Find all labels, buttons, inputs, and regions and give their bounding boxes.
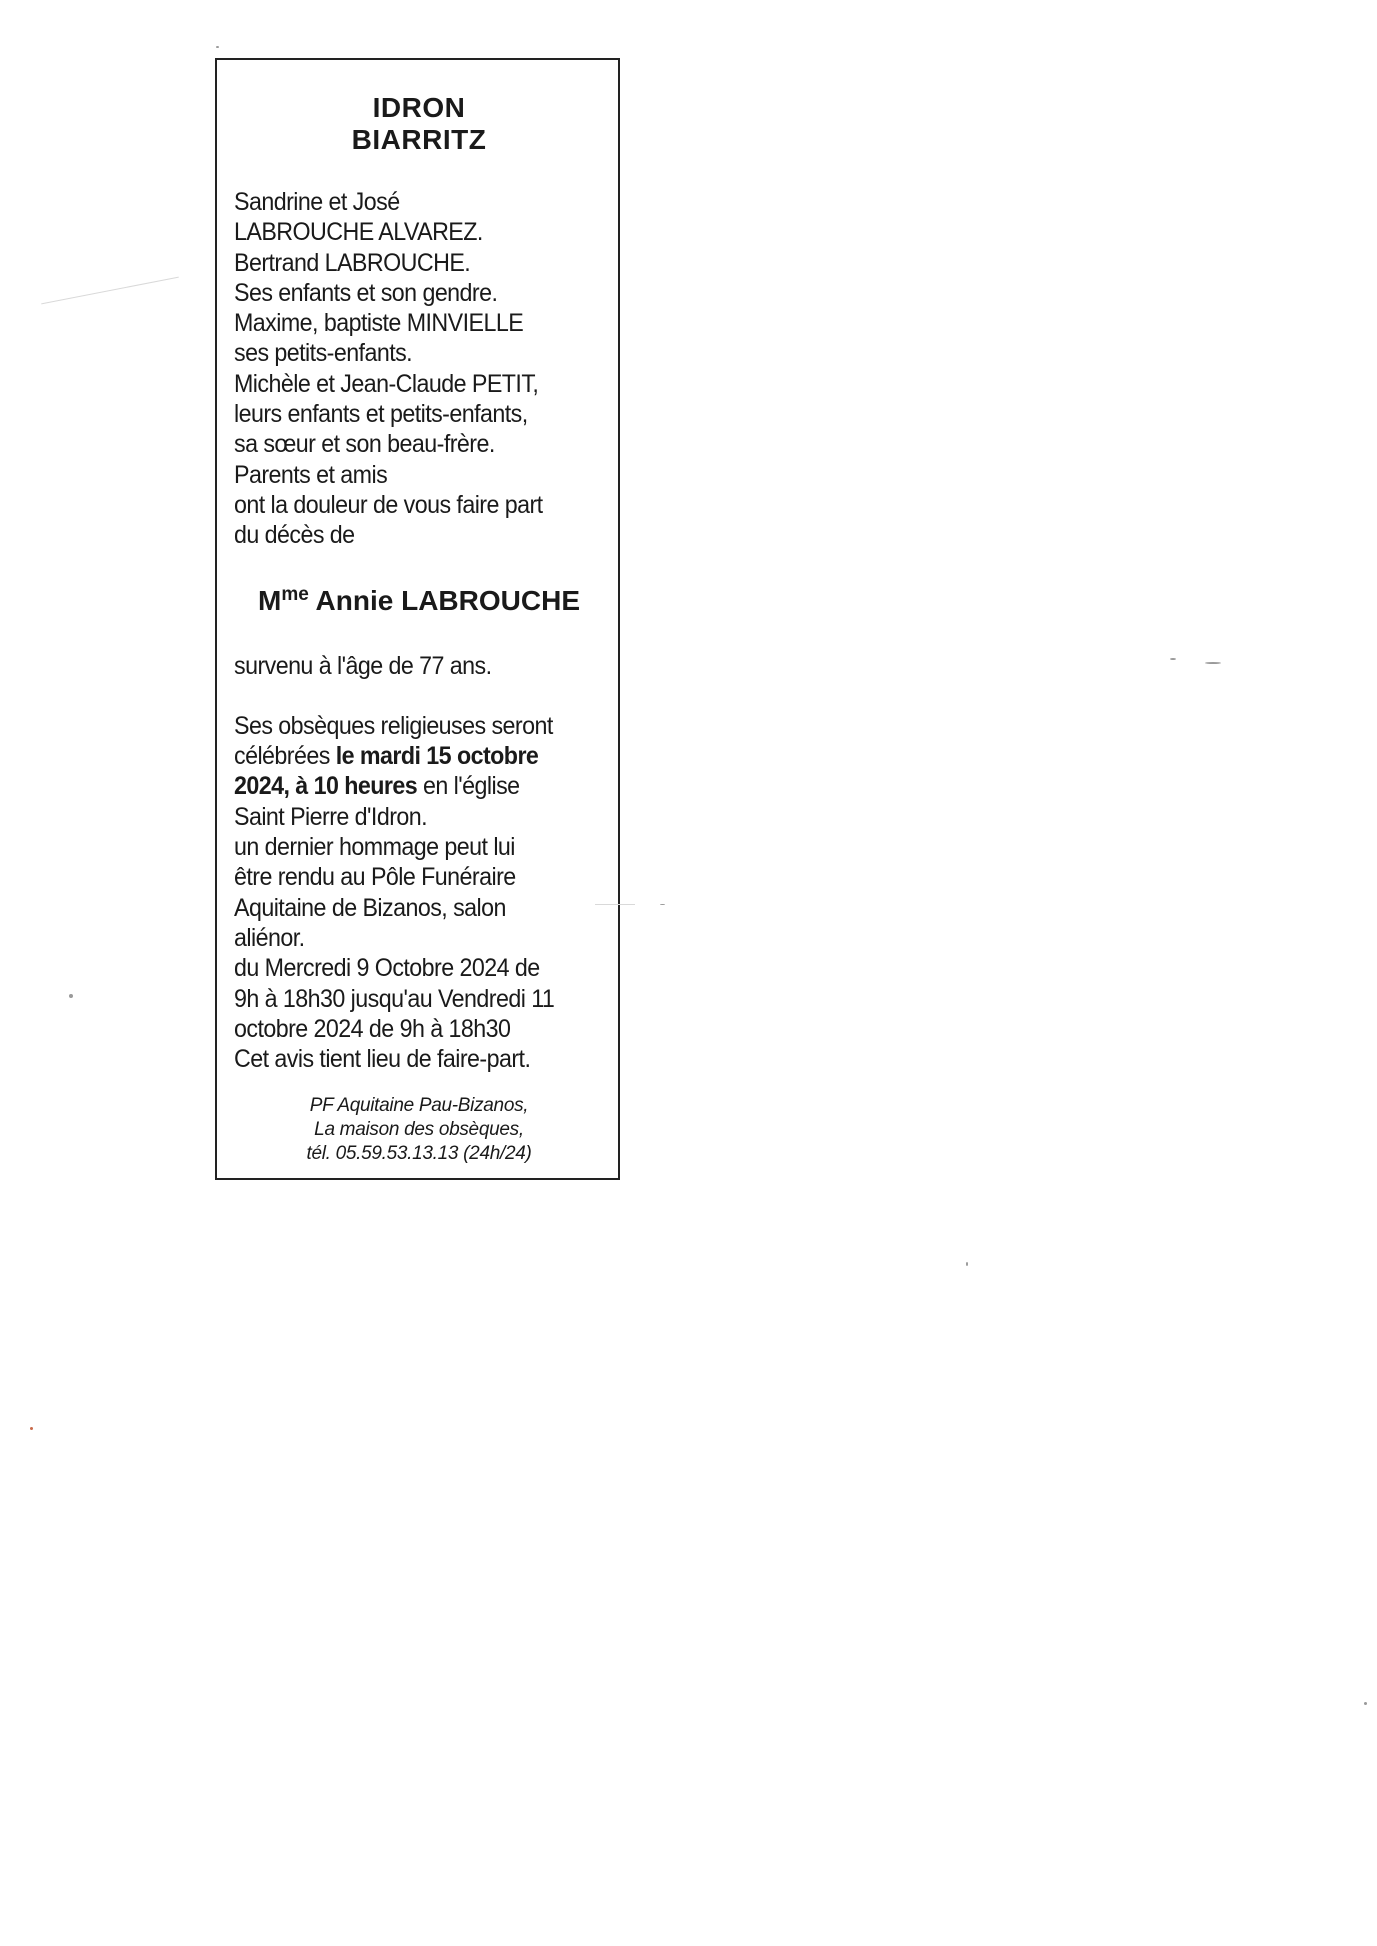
scan-speck	[660, 904, 665, 905]
obituary-notice	[215, 58, 620, 1180]
scan-streak	[595, 904, 635, 905]
signature-line: La maison des obsèques,	[314, 1119, 524, 1141]
service-date-bold: le mardi 15 octobre	[335, 742, 539, 771]
family-line: sa sœur et son beau-frère.	[234, 430, 495, 459]
family-line: leurs enfants et petits-enfants,	[234, 400, 528, 429]
service-line: un dernier hommage peut lui	[234, 833, 515, 862]
service-line: octobre 2024 de 9h à 18h30	[234, 1014, 511, 1043]
family-line: Maxime, baptiste MINVIELLE	[234, 309, 524, 338]
age-statement	[234, 651, 604, 681]
family-announcement	[234, 187, 604, 551]
family-line: ses petits-enfants.	[234, 339, 413, 368]
family-line: ont la douleur de vous faire part	[234, 490, 543, 519]
service-line: du Mercredi 9 Octobre 2024 de	[234, 954, 540, 983]
signature-line: PF Aquitaine Pau-Bizanos,	[309, 1095, 529, 1117]
family-line: Ses enfants et son gendre.	[234, 278, 498, 307]
location-line-2: BIARRITZ	[351, 124, 487, 155]
funeral-details	[234, 711, 604, 1075]
service-line: Aquitaine de Bizanos, salon	[234, 893, 506, 922]
deceased-name	[234, 584, 604, 618]
family-line: Sandrine et José	[234, 188, 400, 216]
scan-speck	[1364, 1702, 1367, 1705]
service-line: être rendu au Pôle Funéraire	[234, 863, 516, 892]
scan-speck	[1205, 662, 1221, 664]
service-text: en l'église	[417, 772, 520, 801]
scan-speck	[216, 46, 219, 48]
scan-speck	[1170, 658, 1176, 660]
location-line-1: IDRON	[372, 92, 466, 123]
service-line: 9h à 18h30 jusqu'au Vendredi 11	[234, 984, 555, 1013]
scan-speck	[69, 994, 73, 998]
family-line: LABROUCHE ALVAREZ.	[234, 218, 483, 247]
service-line: Ses obsèques religieuses seront	[234, 711, 553, 740]
scan-speck	[30, 1427, 33, 1430]
age-line: survenu à l'âge de 77 ans.	[234, 651, 492, 680]
family-line: Bertrand LABROUCHE.	[234, 248, 471, 277]
family-line: Michèle et Jean-Claude PETIT,	[234, 369, 539, 398]
family-line: Parents et amis	[234, 460, 388, 489]
service-line-time	[234, 771, 578, 801]
funeral-home-signature	[234, 1094, 604, 1166]
deceased-full-name: Annie LABROUCHE	[315, 584, 580, 616]
signature-line: tél. 05.59.53.13.13 (24h/24)	[306, 1143, 532, 1165]
title-superscript: me	[281, 583, 309, 605]
service-text: célébrées	[234, 742, 336, 771]
scan-streak	[41, 277, 179, 305]
title-prefix: M	[258, 584, 282, 616]
service-line: aliénor.	[234, 923, 305, 952]
service-line-date	[234, 741, 578, 771]
family-line: du décès de	[234, 521, 355, 550]
service-line: Cet avis tient lieu de faire-part.	[234, 1045, 531, 1074]
service-time-bold: 2024, à 10 heures	[234, 772, 418, 801]
scan-speck	[966, 1262, 968, 1266]
service-line: Saint Pierre d'Idron.	[234, 802, 428, 831]
